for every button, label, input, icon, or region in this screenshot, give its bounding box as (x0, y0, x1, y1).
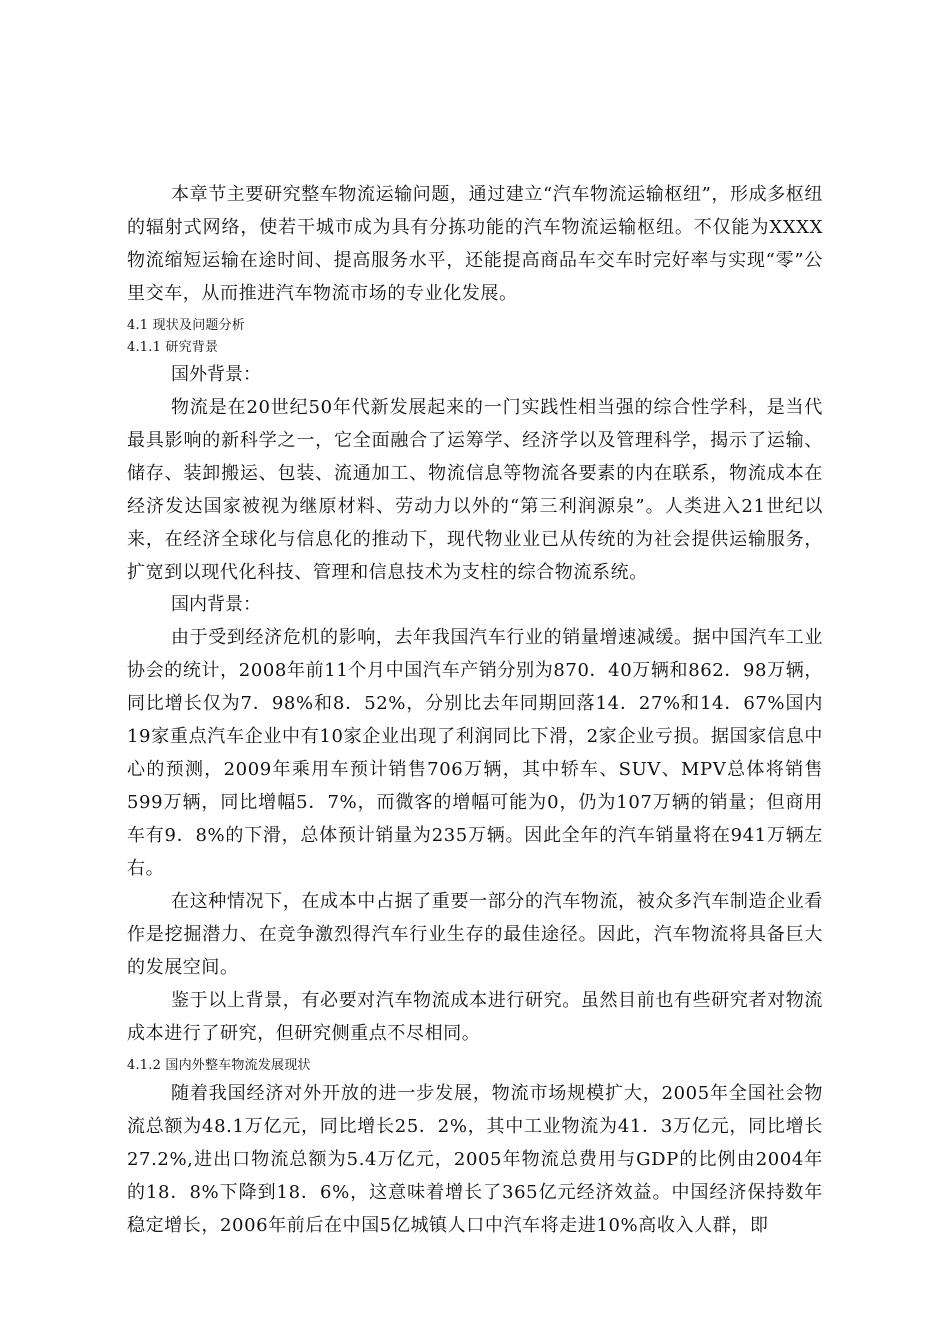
section-heading-4-1: 4.1 现状及问题分析 (127, 318, 246, 333)
document-body (127, 178, 823, 1242)
domestic-background-paragraph: 由于受到经济危机的影响，去年我国汽车行业的销量增速减缓。据中国汽车工业协会的统计，2008年前11个月中国汽车产销分别为870．40万辆和862．98万辆，同比增长仅为7．98%和8．52%，分别比去年同期回落14．27%和14．67%国内19家重点汽车企业中有10家企业出现了利润同比下滑，2家企业亏损。据国家信息中心的预测，2009年乘用车预计销售706万辆，其中轿车、SUV、MPV总体将销售599万辆，同比增幅5．7%，而微客的增幅可能为0，仍为107万辆的销量；但商用车有9．8%的下滑，总体预计销量为235万辆。因此全年的汽车销量将在941万辆左右。 (127, 627, 823, 879)
foreign-background-paragraph: 物流是在20世纪50年代新发展起来的一门实践性相当强的综合性学科，是当代最具影响的新科学之一，它全面融合了运筹学、经济学以及管理科学，揭示了运输、储存、装卸搬运、包装、流通加工、物流信息等物流各要素的内在联系，物流成本在经济发达国家被视为继原材料、劳动力以外的“第三利润源泉”。人类进入21世纪以来，在经济全球化与信息化的推动下，现代物业业已从传统的为社会提供运输服务，扩宽到以现代化科技、管理和信息技术为支柱的综合物流系统。 (127, 397, 823, 583)
intro-paragraph: 本章节主要研究整车物流运输问题，通过建立“汽车物流运输枢纽”，形成多枢纽的辐射式网络，使若干城市成为具有分拣功能的汽车物流运输枢纽。不仅能为XXXX物流缩短运输在途时间、提高服务水平，还能提高商品车交车时完好率与实现“零”公里交车，从而推进汽车物流市场的专业化发展。 (127, 184, 824, 304)
section-heading-4-1-1: 4.1.1 研究背景 (127, 340, 219, 355)
development-status-paragraph: 随着我国经济对外开放的进一步发展，物流市场规模扩大，2005年全国社会物流总额为48.1万亿元，同比增长25．2%，其中工业物流为41．3万亿元，同比增长27.2%,进出口物流总额为5.4万亿元，2005年物流总费用与GDP的比例由2004年的18．8%下降到18．6%，这意味着增长了365亿元经济效益。中国经济保持数年稳定增长，2006年前后在中国5亿城镇人口中汽车将走进10%高收入人群，即 (127, 1083, 823, 1236)
section-heading-4-1-2: 4.1.2 国内外整车物流发展现状 (127, 1058, 311, 1073)
domestic-background-label: 国内背景： (171, 594, 261, 615)
research-need-paragraph: 鉴于以上背景，有必要对汽车物流成本进行研究。虽然目前也有些研究者对物流成本进行了研究，但研究侧重点不尽相同。 (127, 990, 823, 1044)
situation-paragraph: 在这种情况下，在成本中占据了重要一部分的汽车物流，被众多汽车制造企业看作是挖掘潜力、在竞争激烈得汽车行业生存的最佳途径。因此，汽车物流将具备巨大的发展空间。 (127, 891, 823, 978)
foreign-background-label: 国外背景： (171, 364, 261, 385)
